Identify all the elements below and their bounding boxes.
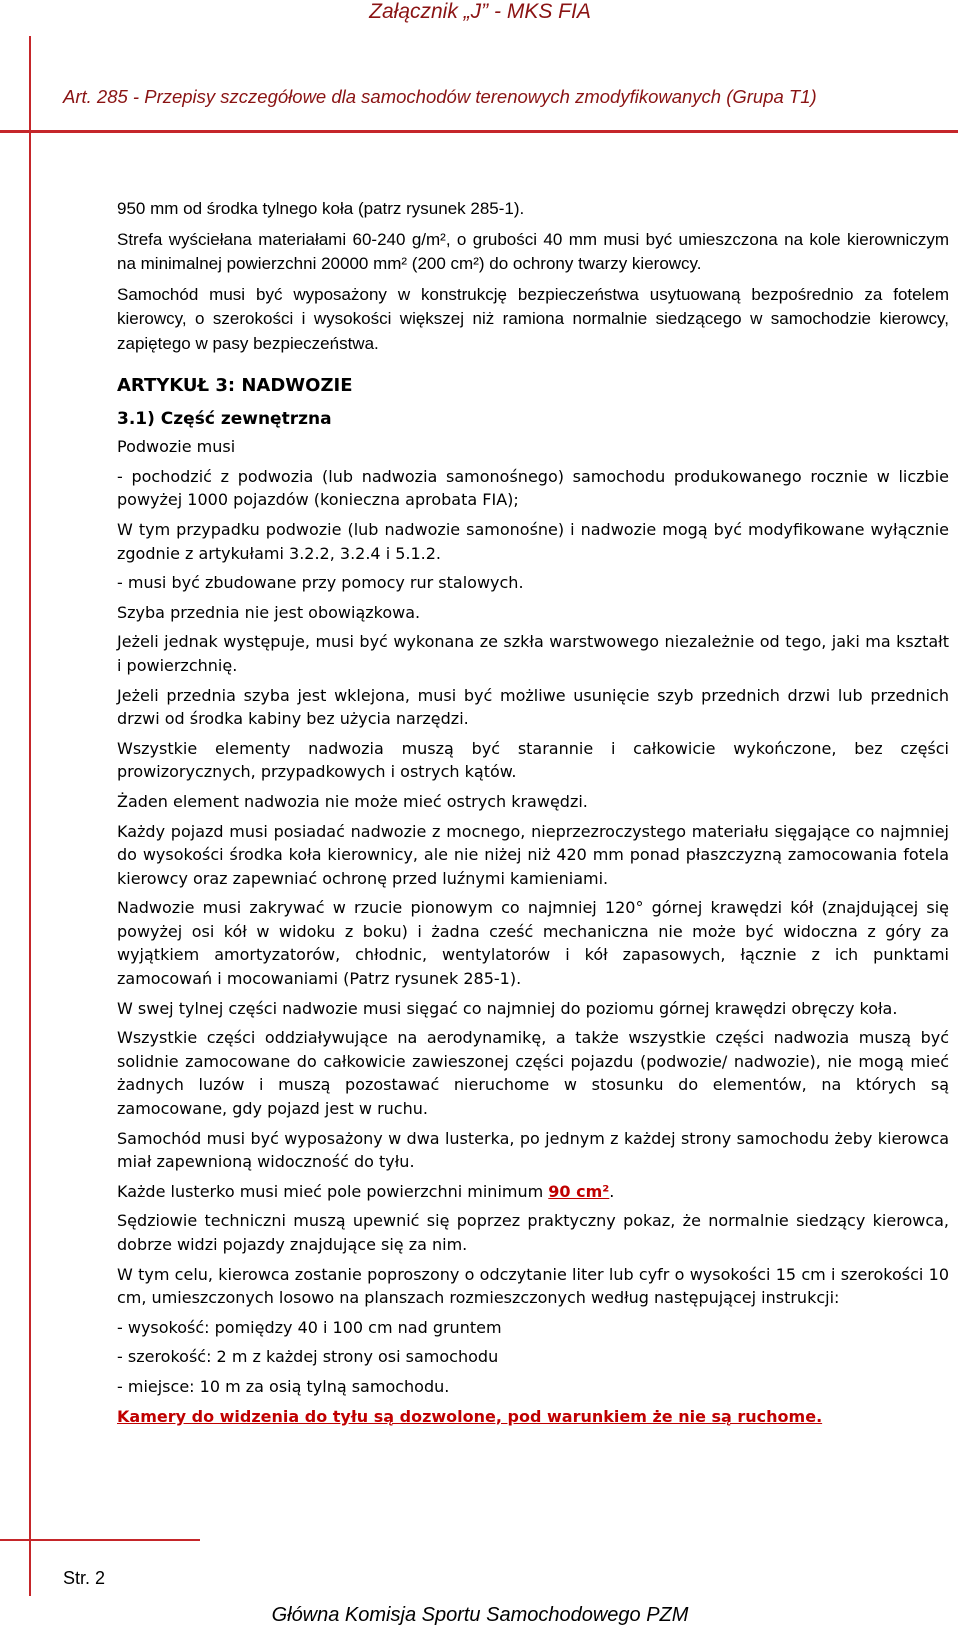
document-body	[117, 197, 949, 1434]
paragraph: Samochód musi być wyposażony w konstrukcję bezpieczeństwa usytuowaną bezpośrednio za fotelem kierowcy, o szerokości i wysokości większej niż ramiona normalnie siedzącego w samochodzie kierowcy, zapiętego w pasy bezpieczeństwa.	[117, 284, 949, 353]
paragraph: - musi być zbudowane przy pomocy rur stalowych.	[117, 573, 524, 593]
paragraph: W swej tylnej części nadwozie musi sięgać co najmniej do poziomu górnej krawędzi obręczy koła.	[117, 998, 898, 1018]
paragraph: Wszystkie części oddziaływujące na aerodynamikę, a także wszystkie części nadwozia muszą być solidnie zamocowane do całkowicie zawieszonej części pojazdu (podwozie/ nadwozie), nie mogą mieć żadnych luzów i muszą pozostawać nieruchome w stosunku do elementów, na których są zamocowane, gdy pojazd jest w ruchu.	[117, 1028, 949, 1119]
paragraph: Jeżeli jednak występuje, musi być wykonana ze szkła warstwowego niezależnie od tego, jaki ma kształt i powierzchnię.	[117, 632, 949, 675]
mirror-area-link[interactable]: 90 cm²	[548, 1181, 610, 1201]
paragraph: Strefa wyściełana materiałami 60-240 g/m², o grubości 40 mm musi być umieszczona na kole kierowniczym na minimalnej powierzchni 20000 mm² (200 cm²) do ochrony twarzy kierowcy.	[117, 229, 949, 273]
paragraph: 950 mm od środka tylnego koła (patrz rysunek 285-1).	[117, 199, 525, 218]
left-margin-rule	[29, 36, 31, 1596]
paragraph-mirror-area	[117, 1180, 949, 1204]
paragraph: Wszystkie elementy nadwozia muszą być starannie i całkowicie wykończone, bez części prowizorycznych, przypadkowych i ostrych kątów.	[117, 738, 949, 782]
paragraph: Jeżeli przednia szyba jest wklejona, musi być możliwe usunięcie szyb przednich drzwi lub przednich drzwi od środka kabiny bez użycia narzędzi.	[117, 685, 949, 729]
paragraph: Szyba przednia nie jest obowiązkowa.	[117, 602, 421, 622]
paragraph: W tym przypadku podwozie (lub nadwozie samonośne) i nadwozie mogą być modyfikowane wyłącznie zgodnie z artykułami 3.2.2, 3.2.4 i 5.1.2.	[117, 519, 949, 563]
paragraph: W tym celu, kierowca zostanie poproszony o odczytanie liter lub cyfr o wysokości 15 cm i szerokości 10 cm, umieszczonych losowo na planszach rozmieszczonych według następującej instrukcji:	[117, 1264, 949, 1308]
list-item: - miejsce: 10 m za osią tylną samochodu.	[117, 1376, 450, 1396]
camera-note: Kamery do widzenia do tyłu są dozwolone, pod warunkiem że nie są ruchome.	[117, 1406, 823, 1426]
paragraph: Podwozie musi	[117, 437, 236, 457]
paragraph: Każdy pojazd musi posiadać nadwozie z mocnego, nieprzezroczystego materiału sięgające co najmniej do wysokości środka koła kierownicy, ale nie niżej niż 420 mm ponad płaszczyzną zamocowania fotela kierowcy oraz zapewniać ochronę przed luźnymi kamieniami.	[117, 821, 949, 888]
text-span: Każde lusterko musi mieć pole powierzchni minimum	[117, 1181, 549, 1201]
paragraph: - pochodzić z podwozia (lub nadwozia samonośnego) samochodu produkowanego rocznie w liczbie powyżej 1000 pojazdów (konieczna aprobata FIA);	[117, 466, 949, 510]
paragraph: Nadwozie musi zakrywać w rzucie pionowym co najmniej 120° górnej krawędzi kół (znajdującej się powyżej osi kół w widoku z boku) i żadna cześć mechaniczna nie może być widoczna z góry za wyjątkiem amortyzatorów, chłodnic, wentylatorów i kół zapasowych, łącznie z ich punktami zamocowań i mocowaniami (Patrz rysunek 285-1).	[117, 898, 949, 989]
text-span: .	[609, 1181, 615, 1201]
header-rule	[0, 130, 958, 133]
paragraph: Żaden element nadwozia nie może mieć ostrych krawędzi.	[117, 791, 588, 811]
list-item: - wysokość: pomiędzy 40 i 100 cm nad gruntem	[117, 1317, 502, 1337]
paragraph: Sędziowie techniczni muszą upewnić się poprzez praktyczny pokaz, że normalnie siedzący kierowca, dobrze widzi pojazdy znajdujące się za nim.	[117, 1211, 949, 1254]
footer-rule	[0, 1539, 200, 1541]
paragraph: Samochód musi być wyposażony w dwa lusterka, po jednym z każdej strony samochodu żeby kierowca miał zapewnioną widoczność do tyłu.	[117, 1128, 949, 1172]
document-header-title: Załącznik „J” - MKS FIA	[369, 0, 591, 23]
section-heading: 3.1) Część zewnętrzna	[117, 408, 332, 429]
list-item: - szerokość: 2 m z każdej strony osi samochodu	[117, 1347, 499, 1367]
document-header-subtitle: Art. 285 - Przepisy szczegółowe dla samochodów terenowych zmodyfikowanych (Grupa T1)	[63, 86, 817, 107]
page-number: Str. 2	[63, 1568, 106, 1588]
article-heading: ARTYKUŁ 3: NADWOZIE	[117, 375, 353, 396]
document-footer: Główna Komisja Sportu Samochodowego PZM	[271, 1604, 689, 1626]
